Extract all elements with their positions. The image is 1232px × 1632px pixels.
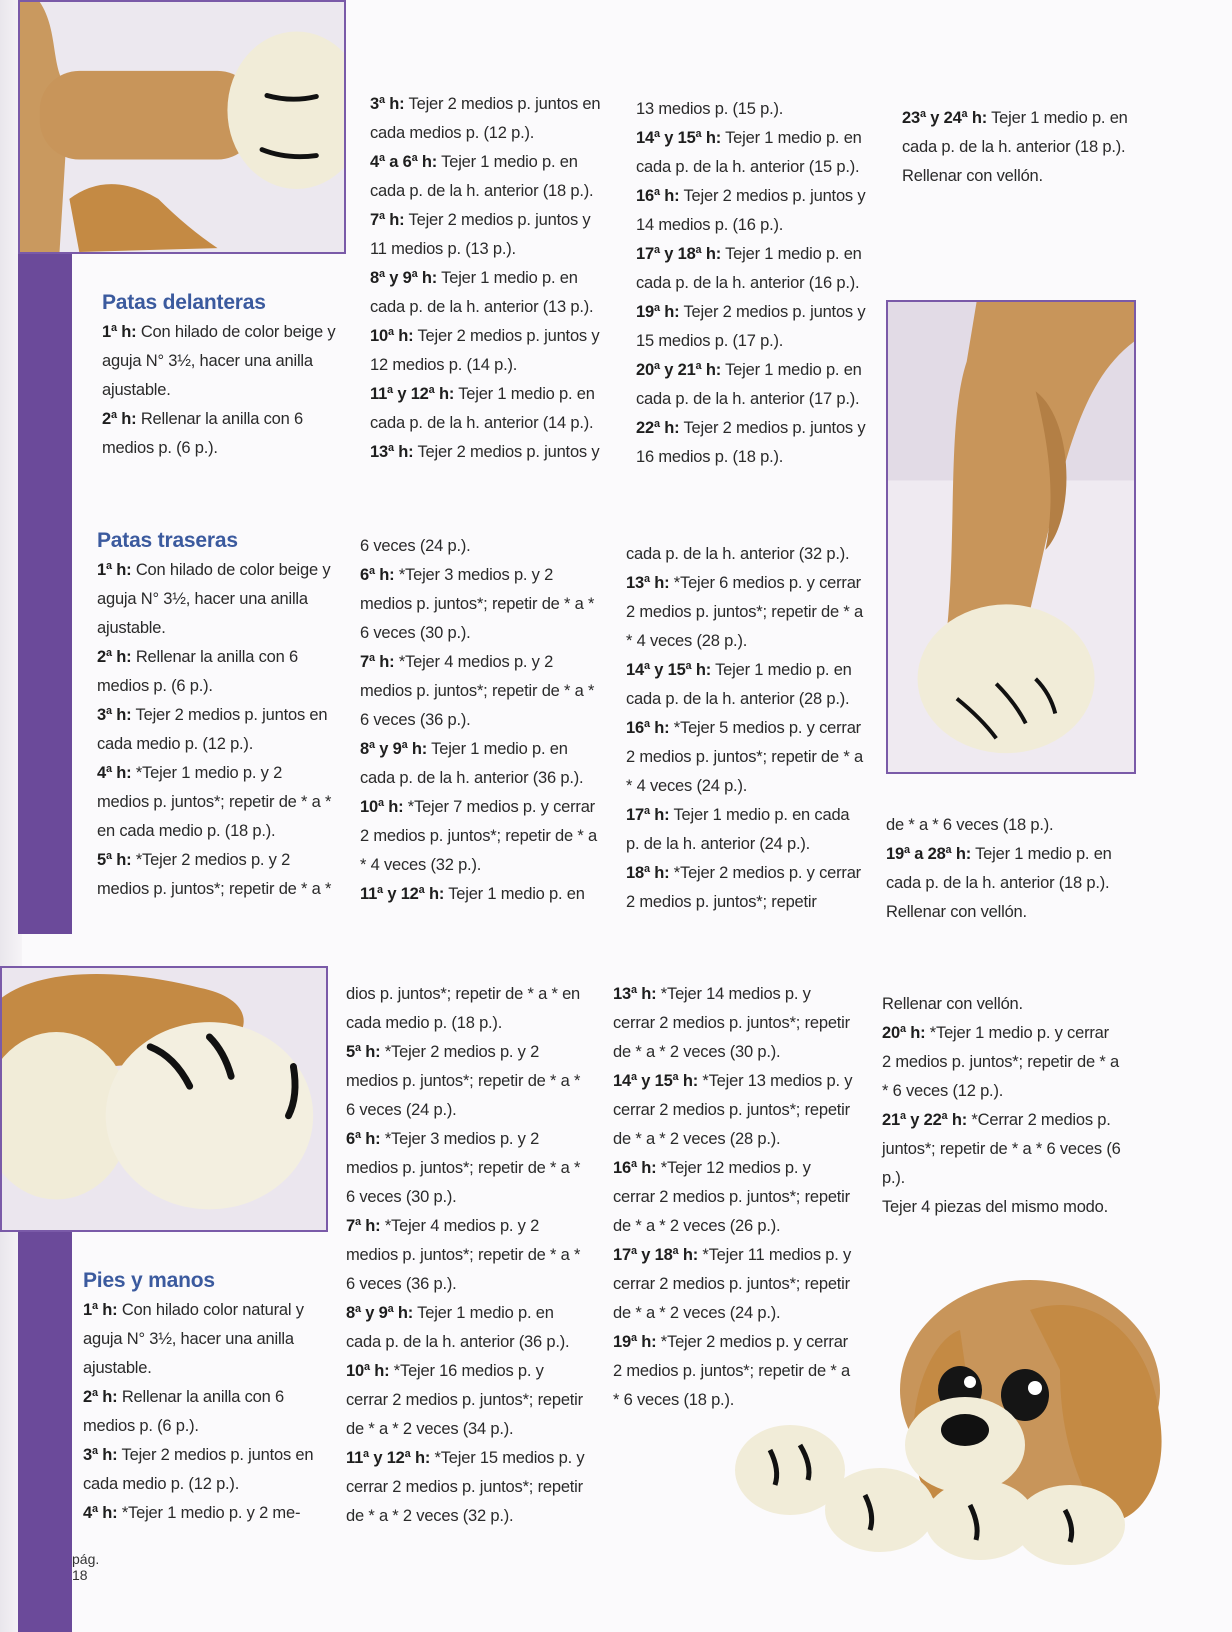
instruction-row <box>886 840 1126 898</box>
row-label: 8ª y 9ª h: <box>346 1304 414 1322</box>
row-text: *Tejer 13 medios p. y cerrar 2 medios p. juntos*; repetir de * a * 2 veces (28 p.). <box>613 1072 853 1148</box>
column-2-bot <box>346 980 586 1531</box>
instruction-row <box>83 1383 328 1441</box>
row-text: *Tejer 6 medios p. y cerrar 2 medios p. juntos*; repetir de * a * 4 veces (28 p.). <box>626 574 863 650</box>
section-pies-y-manos <box>83 1266 328 1528</box>
row-label: 2ª h: <box>97 648 132 666</box>
row-label: 17ª y 18ª h: <box>613 1246 699 1264</box>
row-text: de * a * 6 veces (18 p.). <box>886 816 1054 834</box>
instruction-row <box>360 735 600 793</box>
row-label: 19ª h: <box>613 1333 657 1351</box>
row-text: Rellenar la anilla con 6 medios p. (6 p.). <box>83 1388 284 1435</box>
row-text: Tejer 1 medio p. en cada p. de la h. anterior (16 p.). <box>636 245 862 292</box>
instruction-row <box>97 759 337 846</box>
row-text: Tejer 1 medio p. en cada p. de la h. anterior (28 p.). <box>626 661 852 708</box>
row-text: Tejer 1 medio p. en cada p. de la h. anterior (36 p.). <box>360 740 584 787</box>
row-label: 18ª h: <box>626 864 670 882</box>
row-label: 19ª h: <box>636 303 680 321</box>
instruction-row <box>882 1106 1122 1193</box>
row-label: 8ª y 9ª h: <box>370 269 438 287</box>
instruction-row <box>636 124 876 182</box>
instruction-row <box>370 322 610 380</box>
instruction-row <box>370 380 610 438</box>
row-label: 17ª h: <box>626 806 670 824</box>
row-label: 13ª h: <box>626 574 670 592</box>
instruction-row <box>102 318 342 405</box>
instruction-row <box>83 1499 328 1528</box>
row-text: *Tejer 1 medio p. y cerrar 2 medios p. juntos*; repetir de * a * 6 veces (12 p.). <box>882 1024 1119 1100</box>
instruction-row <box>626 801 866 859</box>
instruction-row <box>636 298 876 356</box>
instruction-row <box>346 1038 586 1125</box>
row-text: *Tejer 2 medios p. y cerrar 2 medios p. juntos*; repetir <box>626 864 861 911</box>
instruction-row <box>370 90 610 148</box>
column-3-bot <box>613 980 853 1415</box>
row-text: *Tejer 11 medios p. y cerrar 2 medios p. juntos*; repetir de * a * 2 veces (24 p.). <box>613 1246 852 1322</box>
row-text: Tejer 1 medio p. en cada p. de la h. anterior (13 p.). <box>370 269 594 316</box>
row-text: Tejer 2 medios p. juntos y 12 medios p. (14 p.). <box>370 327 600 374</box>
instruction-row <box>882 1193 1122 1222</box>
column-3-top <box>636 95 876 472</box>
instruction-row <box>636 182 876 240</box>
instruction-row <box>360 561 600 648</box>
row-text: Tejer 1 medio p. en cada p. de la h. anterior (18 p.). <box>886 845 1112 892</box>
instruction-row <box>902 104 1142 162</box>
row-text: *Tejer 2 medios p. y 2 medios p. juntos*; repetir de * a * <box>97 851 332 898</box>
row-text: *Tejer 2 medios p. y cerrar 2 medios p. juntos*; repetir de * a * 6 veces (18 p.). <box>613 1333 850 1409</box>
instruction-row <box>636 95 876 124</box>
row-text: *Tejer 1 medio p. y 2 medios p. juntos*; repetir de * a * en cada medio p. (18 p.). <box>97 764 332 840</box>
row-label: 11ª y 12ª h: <box>346 1449 431 1467</box>
row-text: Tejer 4 piezas del mismo modo. <box>882 1198 1109 1216</box>
row-label: 16ª h: <box>636 187 680 205</box>
row-label: 10ª h: <box>370 327 414 345</box>
row-label: 2ª h: <box>83 1388 118 1406</box>
instruction-row <box>97 846 337 904</box>
row-label: 11ª y 12ª h: <box>360 885 445 903</box>
row-text: *Tejer 16 medios p. y cerrar 2 medios p. juntos*; repetir de * a * 2 veces (34 p.). <box>346 1362 583 1438</box>
row-text: Tejer 1 medio p. en cada p. de la h. anterior (15 p.). <box>636 129 862 176</box>
row-text: Con hilado de color beige y aguja N° 3½, hacer una anilla ajustable. <box>97 561 331 637</box>
row-label: 5ª h: <box>346 1043 381 1061</box>
section-patas-delanteras <box>102 288 342 463</box>
instruction-row <box>346 1212 586 1299</box>
instruction-row <box>613 1154 853 1241</box>
row-text: *Tejer 12 medios p. y cerrar 2 medios p. juntos*; repetir de * a * 2 veces (26 p.). <box>613 1159 850 1235</box>
instruction-row <box>613 980 853 1067</box>
instruction-row <box>902 162 1142 191</box>
column-2-mid <box>360 532 600 909</box>
row-text: *Tejer 4 medios p. y 2 medios p. juntos*; repetir de * a * 6 veces (36 p.). <box>360 653 595 729</box>
section-title: Patas delanteras <box>102 291 266 314</box>
row-text: Con hilado color natural y aguja N° 3½, hacer una anilla ajustable. <box>83 1301 304 1377</box>
row-text: *Tejer 3 medios p. y 2 medios p. juntos*; repetir de * a * 6 veces (30 p.). <box>346 1130 581 1206</box>
instruction-row <box>882 1019 1122 1106</box>
row-label: 7ª h: <box>360 653 395 671</box>
instruction-row <box>613 1328 853 1415</box>
row-label: 3ª h: <box>97 706 132 724</box>
instruction-row <box>370 264 610 322</box>
instruction-row <box>97 701 337 759</box>
row-text: Tejer 2 medios p. juntos y 11 medios p. (13 p.). <box>370 211 591 258</box>
row-text: Tejer 1 medio p. en <box>444 885 585 903</box>
row-text: Tejer 2 medios p. juntos y 14 medios p. (16 p.). <box>636 187 866 234</box>
instruction-row <box>346 1125 586 1212</box>
section-patas-traseras <box>97 526 337 904</box>
row-label: 6ª h: <box>360 566 395 584</box>
row-label: 7ª h: <box>370 211 405 229</box>
row-label: 14ª y 15ª h: <box>626 661 712 679</box>
row-label: 19ª a 28ª h: <box>886 845 972 863</box>
row-text: Tejer 1 medio p. en cada p. de la h. anterior (24 p.). <box>626 806 850 853</box>
row-label: 8ª y 9ª h: <box>360 740 428 758</box>
instruction-row <box>636 356 876 414</box>
row-label: 13ª h: <box>613 985 657 1003</box>
row-text: *Tejer 7 medios p. y cerrar 2 medios p. juntos*; repetir de * a * 4 veces (32 p.). <box>360 798 597 874</box>
row-label: 2ª h: <box>102 410 137 428</box>
instruction-row <box>370 438 610 467</box>
row-text: Rellenar con vellón. <box>902 167 1043 185</box>
column-4-top <box>902 104 1142 191</box>
row-text: *Tejer 14 medios p. y cerrar 2 medios p. juntos*; repetir de * a * 2 veces (30 p.). <box>613 985 850 1061</box>
instruction-row <box>346 1444 586 1531</box>
row-text: Rellenar con vellón. <box>882 995 1023 1013</box>
row-text: 6 veces (24 p.). <box>360 537 471 555</box>
instruction-row <box>613 1067 853 1154</box>
instruction-row <box>636 414 876 472</box>
instruction-row <box>360 880 600 909</box>
row-label: 20ª h: <box>882 1024 926 1042</box>
row-label: 14ª y 15ª h: <box>636 129 722 147</box>
instruction-row <box>613 1241 853 1328</box>
purple-side-bar <box>18 1230 72 1632</box>
photo-front-leg <box>18 0 346 254</box>
column-4-mid <box>886 811 1126 927</box>
row-label: 7ª h: <box>346 1217 381 1235</box>
instruction-row <box>360 532 600 561</box>
instruction-row <box>626 656 866 714</box>
instruction-row <box>886 898 1126 927</box>
row-label: 10ª h: <box>360 798 404 816</box>
row-text: Tejer 2 medios p. juntos y 16 medios p. (18 p.). <box>636 419 866 466</box>
row-text: *Tejer 3 medios p. y 2 medios p. juntos*; repetir de * a * 6 veces (30 p.). <box>360 566 595 642</box>
row-label: 17ª y 18ª h: <box>636 245 722 263</box>
row-text: Tejer 2 medios p. juntos en cada medio p. (12 p.). <box>97 706 328 753</box>
instruction-row <box>626 714 866 801</box>
instruction-row <box>360 648 600 735</box>
instruction-row <box>360 793 600 880</box>
row-label: 14ª y 15ª h: <box>613 1072 699 1090</box>
row-label: 3ª h: <box>83 1446 118 1464</box>
column-3-mid <box>626 540 866 917</box>
photo-hind-leg <box>886 300 1136 774</box>
row-label: 4ª h: <box>97 764 132 782</box>
row-text: *Tejer 5 medios p. y cerrar 2 medios p. juntos*; repetir de * a * 4 veces (24 p.). <box>626 719 863 795</box>
row-label: 11ª y 12ª h: <box>370 385 455 403</box>
instruction-row <box>346 980 586 1038</box>
column-2-top <box>370 90 610 467</box>
row-text: Rellenar con vellón. <box>886 903 1027 921</box>
instruction-row <box>886 811 1126 840</box>
page-number: pág. 18 <box>72 1551 100 1583</box>
row-text: Con hilado de color beige y aguja N° 3½, hacer una anilla ajustable. <box>102 323 336 399</box>
row-text: *Tejer 4 medios p. y 2 medios p. juntos*; repetir de * a * 6 veces (36 p.). <box>346 1217 581 1293</box>
instruction-row <box>83 1296 328 1383</box>
section-title: Pies y manos <box>83 1269 215 1292</box>
row-label: 10ª h: <box>346 1362 390 1380</box>
instruction-row <box>370 148 610 206</box>
column-4-bot <box>882 990 1122 1222</box>
row-text: Tejer 2 medios p. juntos en cada medio p. (12 p.). <box>83 1446 314 1493</box>
row-label: 4ª a 6ª h: <box>370 153 438 171</box>
row-label: 6ª h: <box>346 1130 381 1148</box>
photo-paws <box>0 966 328 1232</box>
row-text: Tejer 2 medios p. juntos y <box>413 443 600 461</box>
row-label: 3ª h: <box>370 95 405 113</box>
instruction-row <box>626 859 866 917</box>
instruction-row <box>370 206 610 264</box>
row-text: Tejer 2 medios p. juntos en cada medios p. (12 p.). <box>370 95 601 142</box>
row-text: *Tejer 1 medio p. y 2 me- <box>117 1504 301 1522</box>
row-text: Tejer 1 medio p. en cada p. de la h. anterior (18 p.). <box>902 109 1128 156</box>
instruction-row <box>882 990 1122 1019</box>
row-text: *Tejer 15 medios p. y cerrar 2 medios p. juntos*; repetir de * a * 2 veces (32 p.). <box>346 1449 585 1525</box>
row-label: 23ª y 24ª h: <box>902 109 988 127</box>
row-label: 20ª y 21ª h: <box>636 361 722 379</box>
row-label: 16ª h: <box>626 719 670 737</box>
instruction-row <box>83 1441 328 1499</box>
instruction-row <box>636 240 876 298</box>
row-text: cada p. de la h. anterior (32 p.). <box>626 545 850 563</box>
section-title: Patas traseras <box>97 529 238 552</box>
row-label: 13ª h: <box>370 443 414 461</box>
instruction-row <box>97 556 337 643</box>
instruction-row <box>626 569 866 656</box>
instruction-row <box>346 1357 586 1444</box>
row-label: 1ª h: <box>102 323 137 341</box>
row-label: 1ª h: <box>83 1301 118 1319</box>
row-text: Rellenar la anilla con 6 medios p. (6 p.). <box>102 410 303 457</box>
instruction-row <box>626 540 866 569</box>
row-text: Tejer 1 medio p. en cada p. de la h. anterior (14 p.). <box>370 385 595 432</box>
instruction-row <box>97 643 337 701</box>
row-label: 1ª h: <box>97 561 132 579</box>
row-label: 4ª h: <box>83 1504 118 1522</box>
row-text: Tejer 1 medio p. en cada p. de la h. anterior (17 p.). <box>636 361 862 408</box>
row-text: *Tejer 2 medios p. y 2 medios p. juntos*; repetir de * a * 6 veces (24 p.). <box>346 1043 581 1119</box>
instruction-row <box>346 1299 586 1357</box>
row-text: Tejer 2 medios p. juntos y 15 medios p. (17 p.). <box>636 303 866 350</box>
row-label: 22ª h: <box>636 419 680 437</box>
row-text: Tejer 1 medio p. en cada p. de la h. anterior (18 p.). <box>370 153 594 200</box>
row-text: 13 medios p. (15 p.). <box>636 100 784 118</box>
row-label: 5ª h: <box>97 851 132 869</box>
row-label: 16ª h: <box>613 1159 657 1177</box>
row-label: 21ª y 22ª h: <box>882 1111 968 1129</box>
row-text: Tejer 1 medio p. en cada p. de la h. anterior (36 p.). <box>346 1304 570 1351</box>
row-text: *Cerrar 2 medios p. juntos*; repetir de * a * 6 veces (6 p.). <box>882 1111 1121 1187</box>
purple-side-bar <box>18 246 72 934</box>
row-text: Rellenar la anilla con 6 medios p. (6 p.). <box>97 648 298 695</box>
instruction-row <box>102 405 342 463</box>
row-text: dios p. juntos*; repetir de * a * en cada medio p. (18 p.). <box>346 985 581 1032</box>
